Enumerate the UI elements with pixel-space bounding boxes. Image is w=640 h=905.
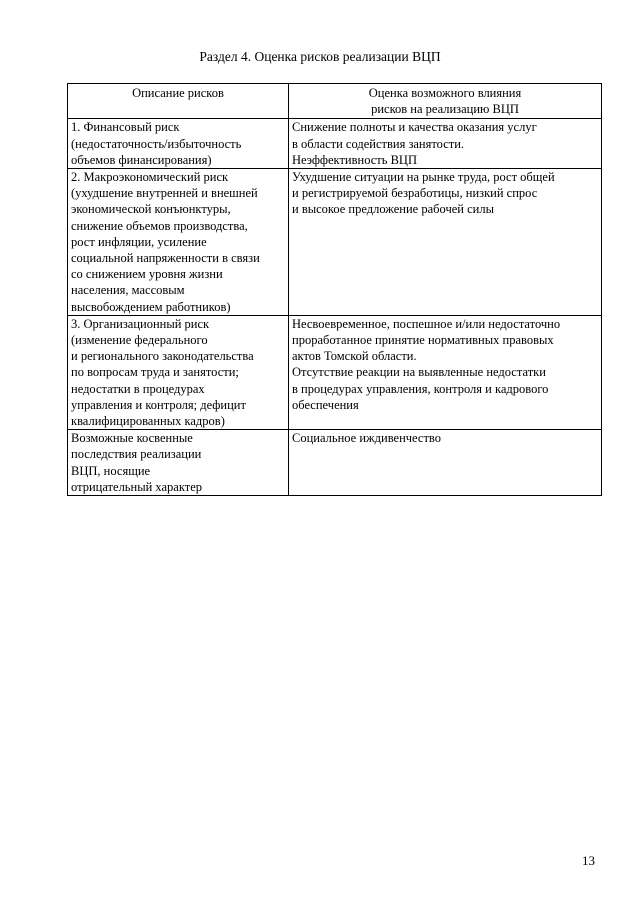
cell-line: рост инфляции, усиление <box>71 234 207 249</box>
header-line: рисков на реализацию ВЦП <box>371 102 519 117</box>
risk-impact-cell <box>289 119 602 169</box>
cell-line: Возможные косвенные <box>71 431 193 446</box>
cell-line: (ухудшение внутренней и внешней <box>71 186 258 201</box>
cell-line: в процедурах управления, контроля и кадрового <box>292 381 549 396</box>
cell-line: Снижение полноты и качества оказания услуг <box>292 120 537 135</box>
cell-line: со снижением уровня жизни <box>71 267 223 282</box>
cell-line: (недостаточность/избыточность <box>71 136 242 151</box>
cell-line: высвобождением работников) <box>71 299 231 314</box>
cell-line: (изменение федерального <box>71 333 208 348</box>
cell-line: ВЦП, носящие <box>71 463 151 478</box>
table-row <box>68 169 602 316</box>
cell-line: Социальное иждивенчество <box>292 431 441 446</box>
header-line: Оценка возможного влияния <box>368 86 522 100</box>
table-header-row <box>68 84 602 119</box>
cell-line: по вопросам труда и занятости; <box>71 365 239 380</box>
risk-impact-cell <box>289 430 602 496</box>
cell-line: управления и контроля; дефицит <box>71 397 246 412</box>
cell-line: отрицательный характер <box>71 479 203 494</box>
cell-line: Несвоевременное, поспешное и/или недостаточно <box>292 316 561 331</box>
cell-line: 2. Макроэкономический риск <box>71 170 229 185</box>
risk-description-cell <box>68 430 289 496</box>
cell-line: населения, массовым <box>71 283 185 298</box>
header-risk-description <box>68 84 289 119</box>
cell-line: в области содействия занятости. <box>292 136 465 151</box>
table-row <box>68 119 602 169</box>
cell-line: снижение объемов производства, <box>71 218 248 233</box>
cell-line: проработанное принятие нормативных правовых <box>292 333 554 348</box>
risk-impact-cell <box>289 315 602 429</box>
risk-description-cell <box>68 119 289 169</box>
cell-line: актов Томской области. <box>292 349 417 364</box>
cell-line: обеспечения <box>292 397 359 412</box>
cell-line: Ухудшение ситуации на рынке труда, рост общей <box>292 170 555 185</box>
cell-line: социальной напряженности в связи <box>71 251 260 266</box>
header-line: Описание рисков <box>132 86 224 100</box>
page-number: 13 <box>582 853 595 868</box>
cell-line: и высокое предложение рабочей силы <box>292 202 494 217</box>
cell-line: и регистрируемой безработицы, низкий спрос <box>292 186 538 201</box>
cell-line: объемов финансирования) <box>71 152 212 167</box>
page-title: Раздел 4. Оценка рисков реализации ВЦП <box>199 49 441 64</box>
cell-line: Отсутствие реакции на выявленные недостатки <box>292 365 546 380</box>
header-risk-impact <box>289 84 602 119</box>
table-row <box>68 315 602 429</box>
cell-line: недостатки в процедурах <box>71 381 205 396</box>
cell-line: 1. Финансовый риск <box>71 120 180 135</box>
table-row <box>68 430 602 496</box>
cell-line: 3. Организационный риск <box>71 316 210 331</box>
risk-description-cell <box>68 169 289 316</box>
risk-impact-cell <box>289 169 602 316</box>
cell-line: и регионального законодательства <box>71 349 254 364</box>
cell-line: Неэффективность ВЦП <box>292 152 417 167</box>
risk-assessment-table <box>67 83 602 496</box>
cell-line: квалифицированных кадров) <box>71 414 225 429</box>
cell-line: последствия реализации <box>71 447 202 462</box>
cell-line: экономической конъюнктуры, <box>71 202 231 217</box>
risk-description-cell <box>68 315 289 429</box>
